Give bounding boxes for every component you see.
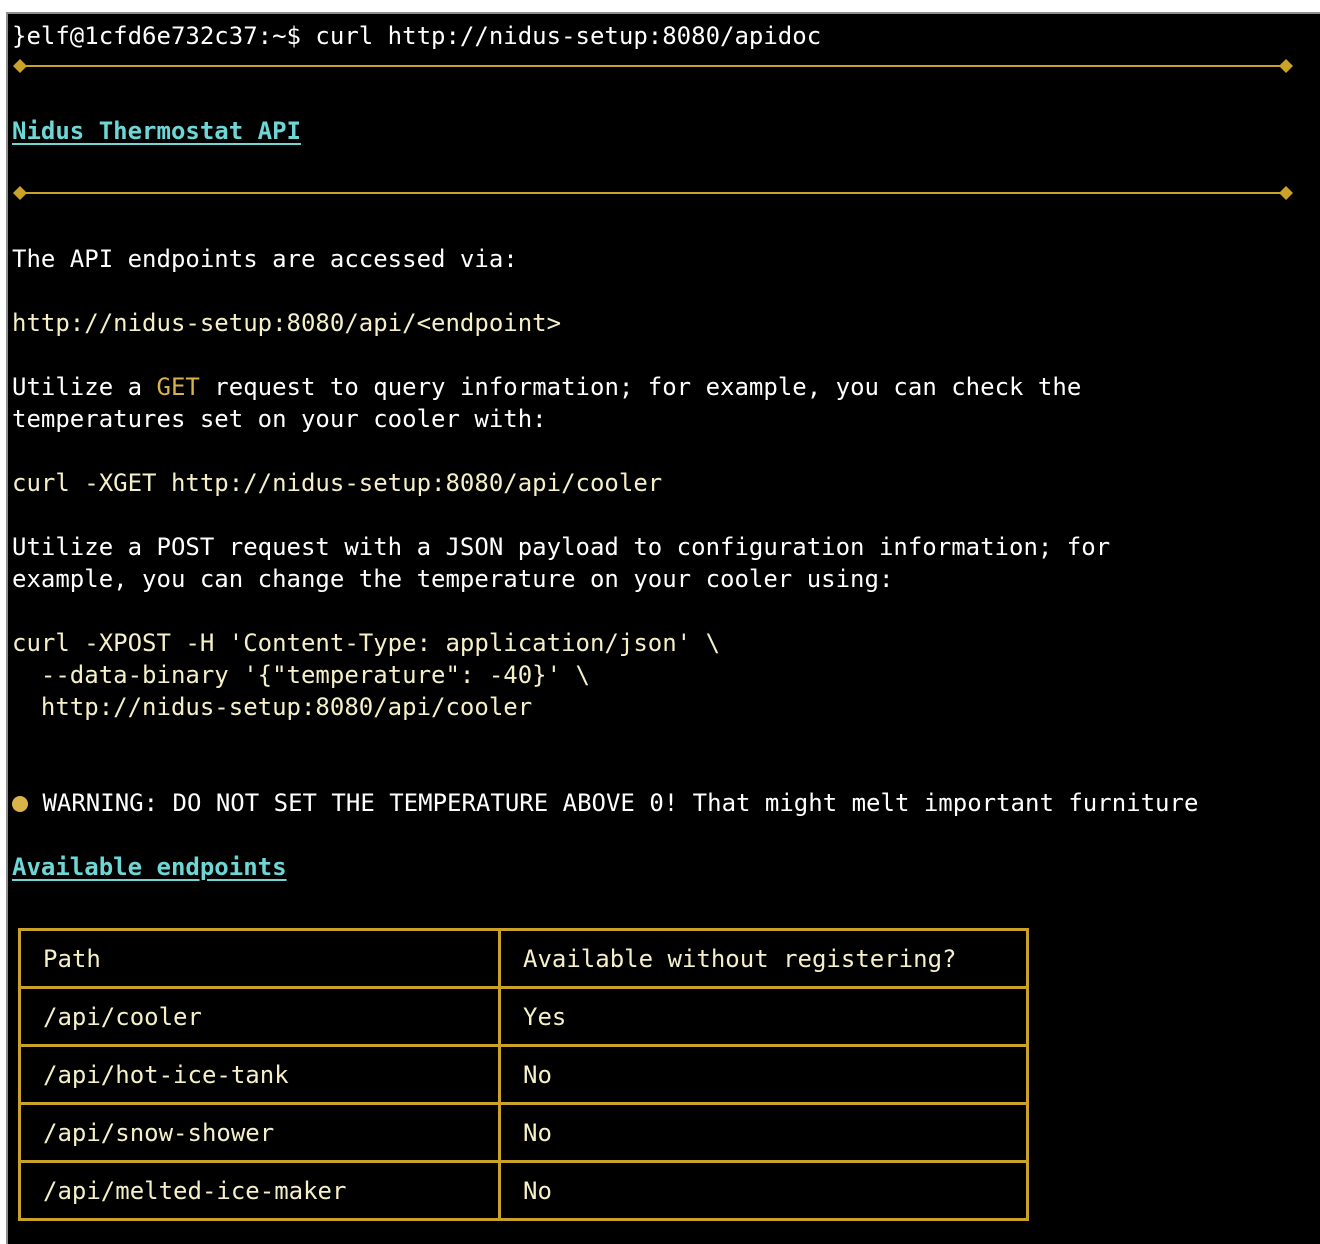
endpoints-heading: Available endpoints (12, 853, 287, 881)
diamond-left-icon (13, 186, 27, 200)
cell-available: No (500, 1162, 1028, 1220)
table-row (20, 1046, 1028, 1104)
cell-available: No (500, 1046, 1028, 1104)
diamond-left-icon (13, 59, 27, 73)
get-method-keyword: GET (156, 373, 200, 401)
api-title-heading: Nidus Thermostat API (12, 117, 301, 145)
warning-bullet-icon (12, 796, 28, 812)
post-example-line1: curl -XPOST -H 'Content-Type: application/json' \ (12, 629, 721, 657)
base-url-text: http://nidus-setup:8080/api/<endpoint> (12, 309, 562, 337)
post-example-line3: http://nidus-setup:8080/api/cooler (12, 693, 533, 721)
cell-available: No (500, 1104, 1028, 1162)
terminal-window (6, 12, 1320, 1244)
cell-path: /api/snow-shower (20, 1104, 500, 1162)
header-path: Path (20, 930, 500, 988)
header-available: Available without registering? (500, 930, 1028, 988)
cell-path: /api/cooler (20, 988, 500, 1046)
command-prompt-line: }elf@1cfd6e732c37:~$ curl http://nidus-setup:8080/apidoc (12, 22, 822, 50)
divider-bottom (12, 186, 1294, 200)
post-paragraph-line1: Utilize a POST request with a JSON payload to configuration information; for (12, 533, 1111, 561)
diamond-right-icon (1279, 59, 1293, 73)
intro-text: The API endpoints are accessed via: (12, 245, 518, 273)
cell-path: /api/melted-ice-maker (20, 1162, 500, 1220)
warning-line (12, 787, 1198, 819)
table-row (20, 1162, 1028, 1220)
get-rest: request to query information; for example, you can check the (199, 373, 1082, 401)
post-paragraph-line2: example, you can change the temperature on your cooler using: (12, 565, 894, 593)
cell-path: /api/hot-ice-tank (20, 1046, 500, 1104)
table-row (20, 988, 1028, 1046)
table-row (20, 1104, 1028, 1162)
post-example-line2: --data-binary '{"temperature": -40}' \ (12, 661, 590, 689)
divider-top (12, 59, 1294, 73)
table-header-row (20, 930, 1028, 988)
get-prefix: Utilize a (12, 373, 157, 401)
get-example-command: curl -XGET http://nidus-setup:8080/api/cooler (12, 469, 663, 497)
cell-available: Yes (500, 988, 1028, 1046)
get-paragraph-line1 (12, 371, 1081, 403)
warning-text: WARNING: DO NOT SET THE TEMPERATURE ABOVE 0! That might melt important furniture (28, 789, 1199, 817)
endpoints-table (18, 928, 1029, 1221)
diamond-right-icon (1279, 186, 1293, 200)
get-paragraph-line2: temperatures set on your cooler with: (12, 405, 547, 433)
